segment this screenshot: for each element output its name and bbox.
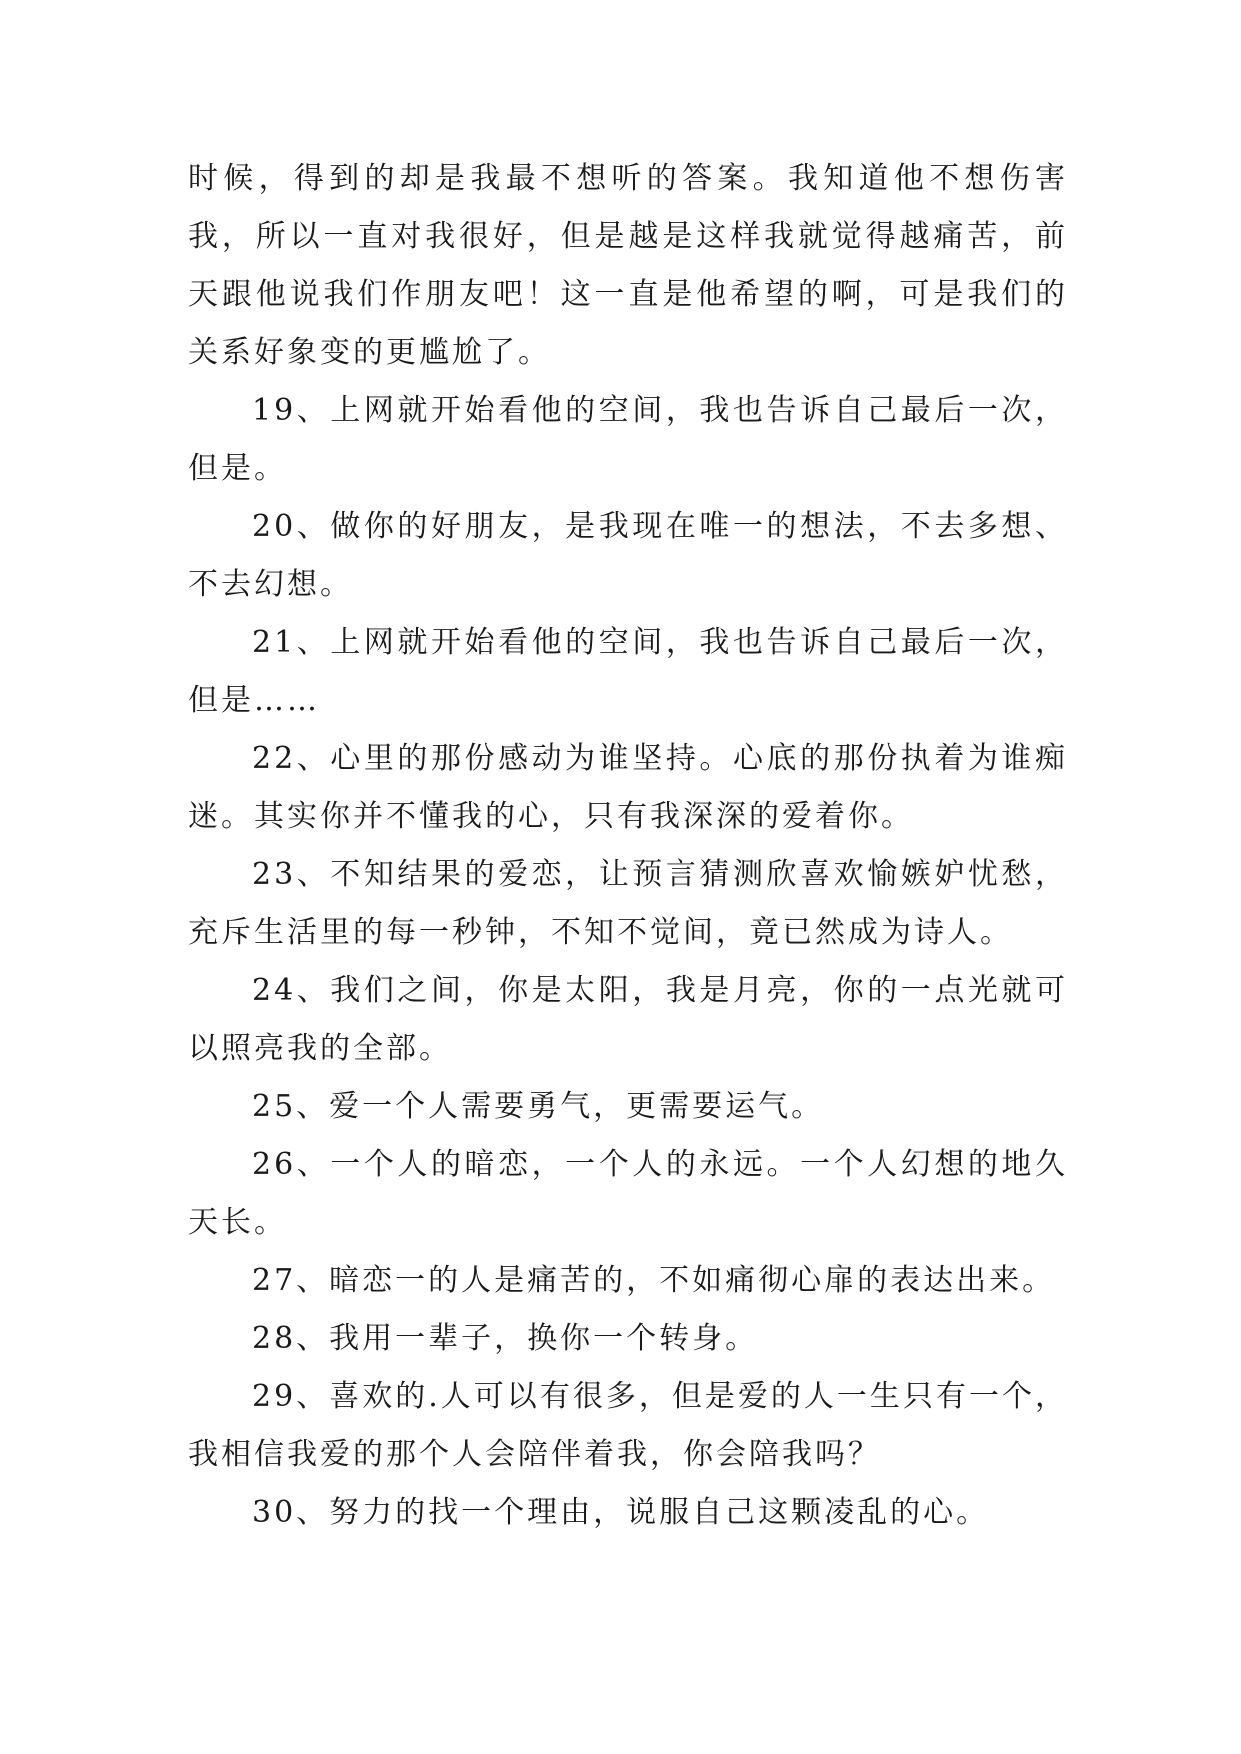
paragraph-19: 19、上网就开始看他的空间，我也告诉自己最后一次，但是。 <box>188 393 1068 486</box>
paragraph-20: 20、做你的好朋友，是我现在唯一的想法，不去多想、不去幻想。 <box>188 509 1068 602</box>
paragraph-30: 30、努力的找一个理由，说服自己这颗凌乱的心。 <box>252 1495 990 1530</box>
paragraph-26: 26、一个人的暗恋，一个人的永远。一个人幻想的地久天长。 <box>188 1147 1068 1240</box>
paragraph-21: 21、上网就开始看他的空间，我也告诉自己最后一次，但是…… <box>188 625 1068 718</box>
paragraph-28: 28、我用一辈子，换你一个转身。 <box>252 1321 759 1356</box>
paragraph-22: 22、心里的那份感动为谁坚持。心底的那份执着为谁痴迷。其实你并不懂我的心，只有我深深的爱着你。 <box>188 741 1068 834</box>
paragraph-27: 27、暗恋一的人是痛苦的，不如痛彻心扉的表达出来。 <box>252 1263 1056 1298</box>
paragraph-23: 23、不知结果的爱恋，让预言猜测欣喜欢愉嫉妒忧愁，充斥生活里的每一秒钟，不知不觉间，竟已然成为诗人。 <box>188 857 1068 950</box>
paragraph-25: 25、爱一个人需要勇气，更需要运气。 <box>252 1089 825 1124</box>
paragraph-24: 24、我们之间，你是太阳，我是月亮，你的一点光就可以照亮我的全部。 <box>188 973 1068 1066</box>
document-body <box>188 150 1068 1542</box>
paragraph-continuation: 时候，得到的却是我最不想听的答案。我知道他不想伤害我，所以一直对我很好，但是越是这样我就觉得越痛苦，前天跟他说我们作朋友吧！这一直是他希望的啊，可是我们的关系好象变的更尴尬了。 <box>188 161 1068 370</box>
paragraph-29: 29、喜欢的.人可以有很多，但是爱的人一生只有一个，我相信我爱的那个人会陪伴着我，你会陪我吗？ <box>188 1379 1068 1472</box>
